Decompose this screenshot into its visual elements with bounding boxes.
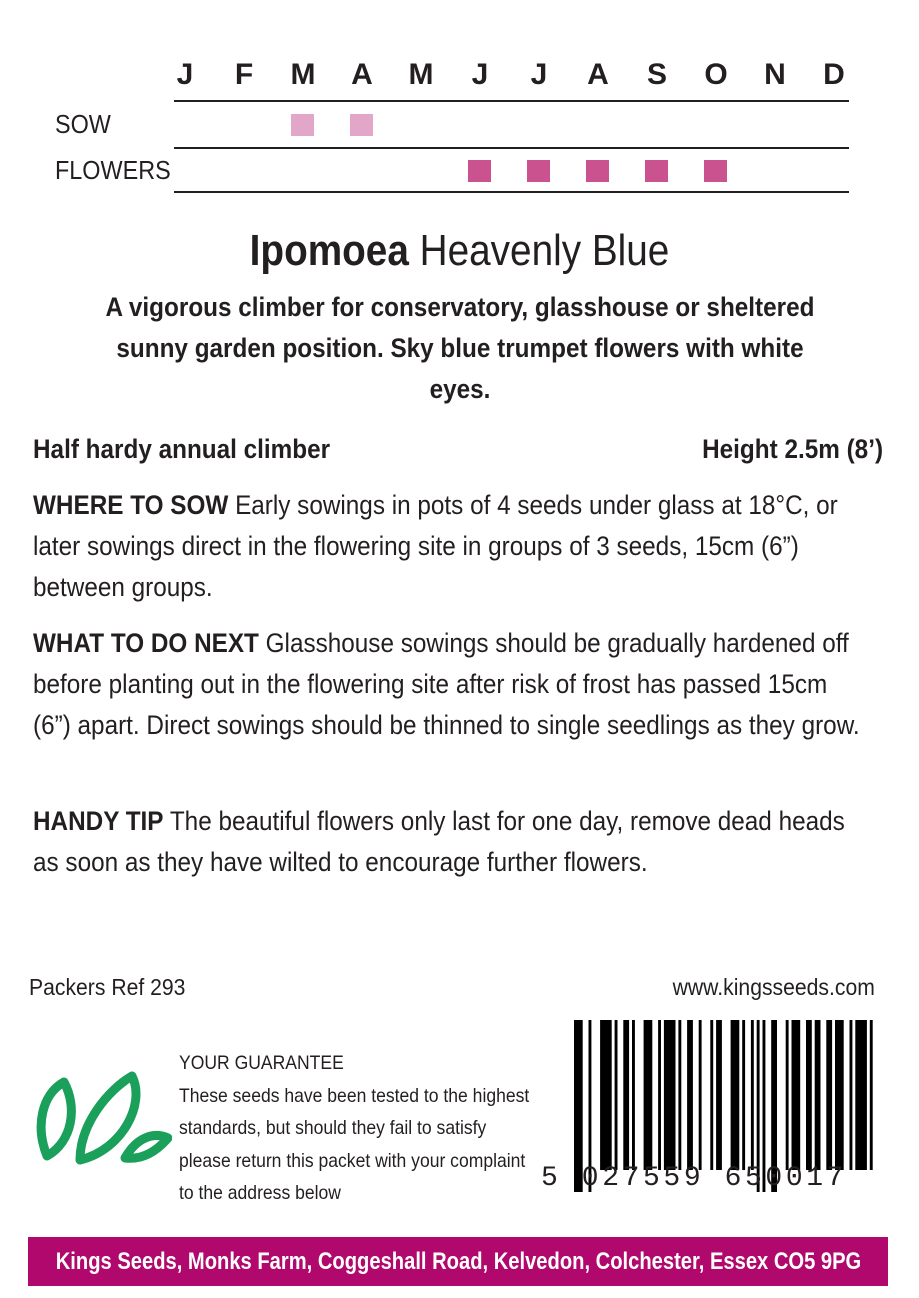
plant-height: Height 2.5m (8’) bbox=[702, 434, 883, 464]
calendar-divider bbox=[174, 100, 849, 102]
month-label: J bbox=[176, 58, 194, 91]
month-label: A bbox=[587, 58, 609, 91]
calendar-divider bbox=[174, 147, 849, 149]
flowers-row-label: FLOWERS bbox=[55, 155, 171, 185]
barcode-number: 5 027559 650017 bbox=[541, 1163, 848, 1194]
guarantee-text: These seeds have been tested to the highest standards, but should they fail to satisfy please return this packet with your complaint to the address below bbox=[179, 1084, 530, 1204]
month-label: D bbox=[823, 58, 845, 91]
guarantee-block bbox=[179, 1047, 539, 1210]
product-description: A vigorous climber for conservatory, glasshouse or sheltered sunny garden position. Sky blue trumpet flowers with white eyes. bbox=[105, 292, 815, 404]
sow-cell bbox=[291, 114, 314, 136]
section-heading: WHAT TO DO NEXT bbox=[33, 628, 259, 658]
website-link[interactable]: www.kingsseeds.com bbox=[672, 974, 875, 1000]
month-label: N bbox=[764, 58, 786, 91]
month-label: J bbox=[530, 58, 548, 91]
guarantee-title: YOUR GUARANTEE bbox=[179, 1052, 344, 1074]
section-text: Early sowings in pots of 4 seeds under glass at 18°C, or later sowings direct in the flowering site in groups of 3 seeds, 15cm (6”) between groups. bbox=[33, 490, 838, 602]
section-heading: WHERE TO SOW bbox=[33, 490, 229, 520]
month-label: O bbox=[704, 58, 728, 91]
what-to-do-next-section bbox=[33, 623, 870, 746]
sow-row-label: SOW bbox=[55, 109, 111, 139]
plant-type: Half hardy annual climber bbox=[33, 434, 331, 464]
flower-cell bbox=[704, 160, 727, 182]
month-label: A bbox=[351, 58, 373, 91]
flower-cell bbox=[527, 160, 550, 182]
flower-cell bbox=[586, 160, 609, 182]
month-label: M bbox=[290, 58, 316, 91]
section-heading: HANDY TIP bbox=[33, 806, 164, 836]
product-genus: Ipomoea bbox=[249, 226, 409, 275]
product-variety: Heavenly Blue bbox=[419, 226, 670, 275]
where-to-sow-section bbox=[33, 485, 870, 608]
footer-address: Kings Seeds, Monks Farm, Coggeshall Road, Kelvedon, Colchester, Essex CO5 9PG bbox=[55, 1247, 861, 1275]
sow-cell bbox=[350, 114, 373, 136]
flower-cell bbox=[468, 160, 491, 182]
section-text: Glasshouse sowings should be gradually hardened off before planting out in the flowering site after risk of frost has passed 15cm (6”) apart. Direct sowings should be thinned to single seedlings as they grow. bbox=[33, 628, 860, 740]
section-text: The beautiful flowers only last for one day, remove dead heads as soon as they have wilted to encourage further flowers. bbox=[33, 806, 845, 877]
leaf-logo-icon bbox=[32, 1068, 172, 1168]
footer-address-bar bbox=[28, 1237, 888, 1286]
month-label: F bbox=[234, 58, 254, 91]
calendar-divider bbox=[174, 191, 849, 193]
handy-tip-section bbox=[33, 801, 870, 883]
month-label: J bbox=[471, 58, 489, 91]
month-label: S bbox=[646, 58, 667, 91]
product-title bbox=[55, 224, 864, 278]
month-label: M bbox=[408, 58, 434, 91]
flower-cell bbox=[645, 160, 668, 182]
packers-ref: Packers Ref 293 bbox=[29, 974, 186, 1000]
